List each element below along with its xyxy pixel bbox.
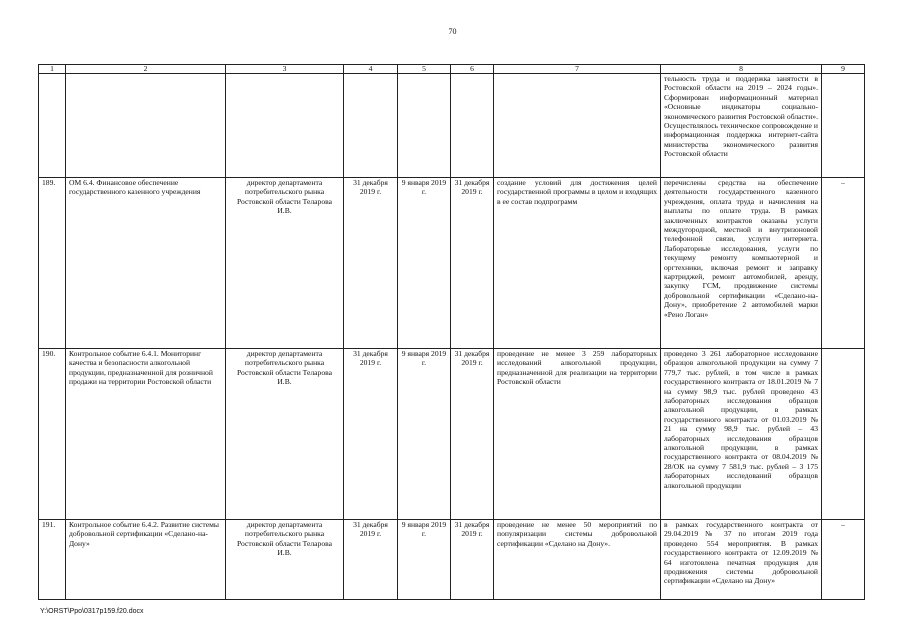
table-row	[39, 349, 865, 520]
column-number: 3	[226, 65, 344, 74]
column-number: 1	[39, 65, 66, 74]
event-name: ОМ 6.4. Финансовое обеспечение государственного казенного учреждения	[66, 178, 226, 349]
responsible: директор департамента потребительского рынка Ростовской области Теларова И.В.	[226, 349, 344, 520]
actual-start-date: 9 января 2019 г.	[398, 520, 451, 600]
planned-end-date: 31 декабря 2019 г.	[344, 178, 398, 349]
file-path-footer: Y:\ORST\Ppo\0317p159.f20.docx	[40, 608, 144, 615]
planned-end-date: 31 декабря 2019 г.	[344, 349, 398, 520]
achieved-result: перечислены средства на обеспечение деятельности государственного казенного учреждения, оплата труда и начисления на выплаты по оплате труда. В рамках заключенных контрактов оказаны услуги междугородной, местной и внутризоновой телефонной связи, услуги интернета. Лабораторные исследования, услуги по текущему ремонту компьютерной и оргтехники, включая ремонт и заправку картриджей, ремонт автомобилей, аренду, закупку ГСМ, продвижение системы добровольной сертификации «Сделано-на-Дону», приобретение 2 автомобилей марки «Рено Логан»	[661, 178, 822, 349]
table-row	[39, 520, 865, 600]
row-number: 190.	[39, 349, 66, 520]
expected-result: создание условий для достижения целей государственной программы в целом и входящих в ее состав подпрограмм	[494, 178, 661, 349]
column-number: 5	[398, 65, 451, 74]
column-number: 2	[66, 65, 226, 74]
problems: –	[822, 178, 865, 349]
actual-start-date: 9 января 2019 г.	[398, 178, 451, 349]
responsible: директор департамента потребительского рынка Ростовской области Теларова И.В.	[226, 520, 344, 600]
column-number: 7	[494, 65, 661, 74]
actual-end-date: 31 декабря 2019 г.	[451, 178, 494, 349]
expected-result: проведение не менее 3 259 лабораторных исследований алкогольной продукции, предназначенной для реализации на территории Ростовской области	[494, 349, 661, 520]
column-number: 9	[822, 65, 865, 74]
column-number: 8	[661, 65, 822, 74]
planned-end-date: 31 декабря 2019 г.	[344, 520, 398, 600]
continuation-text: тельность труда и поддержка занятости в Ростовской области на 2019 – 2024 годы». Сформирован информационный материал «Основные индикаторы социально-экономического развития Ростовской области». Осуществлялось техническое сопровождение и информационная поддержка интернет-сайта министерства экономического развития Ростовской области	[661, 74, 822, 178]
actual-start-date: 9 января 2019 г.	[398, 349, 451, 520]
report-table	[38, 64, 865, 600]
actual-end-date: 31 декабря 2019 г.	[451, 349, 494, 520]
row-number: 191.	[39, 520, 66, 600]
problems	[822, 349, 865, 520]
problems: –	[822, 520, 865, 600]
actual-end-date: 31 декабря 2019 г.	[451, 520, 494, 600]
row-number: 189.	[39, 178, 66, 349]
event-name: Контрольное событие 6.4.2. Развитие системы добровольной сертификации «Сделано-на-Дону»	[66, 520, 226, 600]
achieved-result: проведено 3 261 лабораторное исследование образцов алкогольной продукции на сумму 7 779,7 тыс. рублей, в том числе в рамках государственного контракта от 18.01.2019 № 7 на сумму 98,9 тыс. рублей проведено 43 лабораторных исследования образцов алкогольной продукции, в рамках государственного контракта от 01.03.2019 № 21 на сумму 98,9 тыс. рублей – 43 лабораторных исследования образцов алкогольной продукции, в рамках государственного контракта от 08.04.2019 № 28/ОК на сумму 7 581,9 тыс. рублей – 3 175 лабораторных исследований образцов алкогольной продукции	[661, 349, 822, 520]
responsible: директор департамента потребительского рынка Ростовской области Теларова И.В.	[226, 178, 344, 349]
table-row	[39, 178, 865, 349]
column-number: 4	[344, 65, 398, 74]
continuation-row	[39, 74, 865, 178]
event-name: Контрольное событие 6.4.1. Мониторинг качества и безопасности алкогольной продукции, предназначенной для розничной продажи на территории Ростовской области	[66, 349, 226, 520]
achieved-result: в рамках государственного контракта от 29.04.2019 № 37 по итогам 2019 года проведено 554 мероприятия. В рамках государственного контракта от 12.09.2019 № 64 изготовлена печатная продукция для продвижения системы добровольной сертификации «Сделано на Дону»	[661, 520, 822, 600]
page-number: 70	[448, 27, 457, 36]
column-number-row	[39, 65, 865, 74]
column-number: 6	[451, 65, 494, 74]
expected-result: проведение не менее 50 мероприятий по популяризации системы добровольной сертификации «Сделано на Дону».	[494, 520, 661, 600]
